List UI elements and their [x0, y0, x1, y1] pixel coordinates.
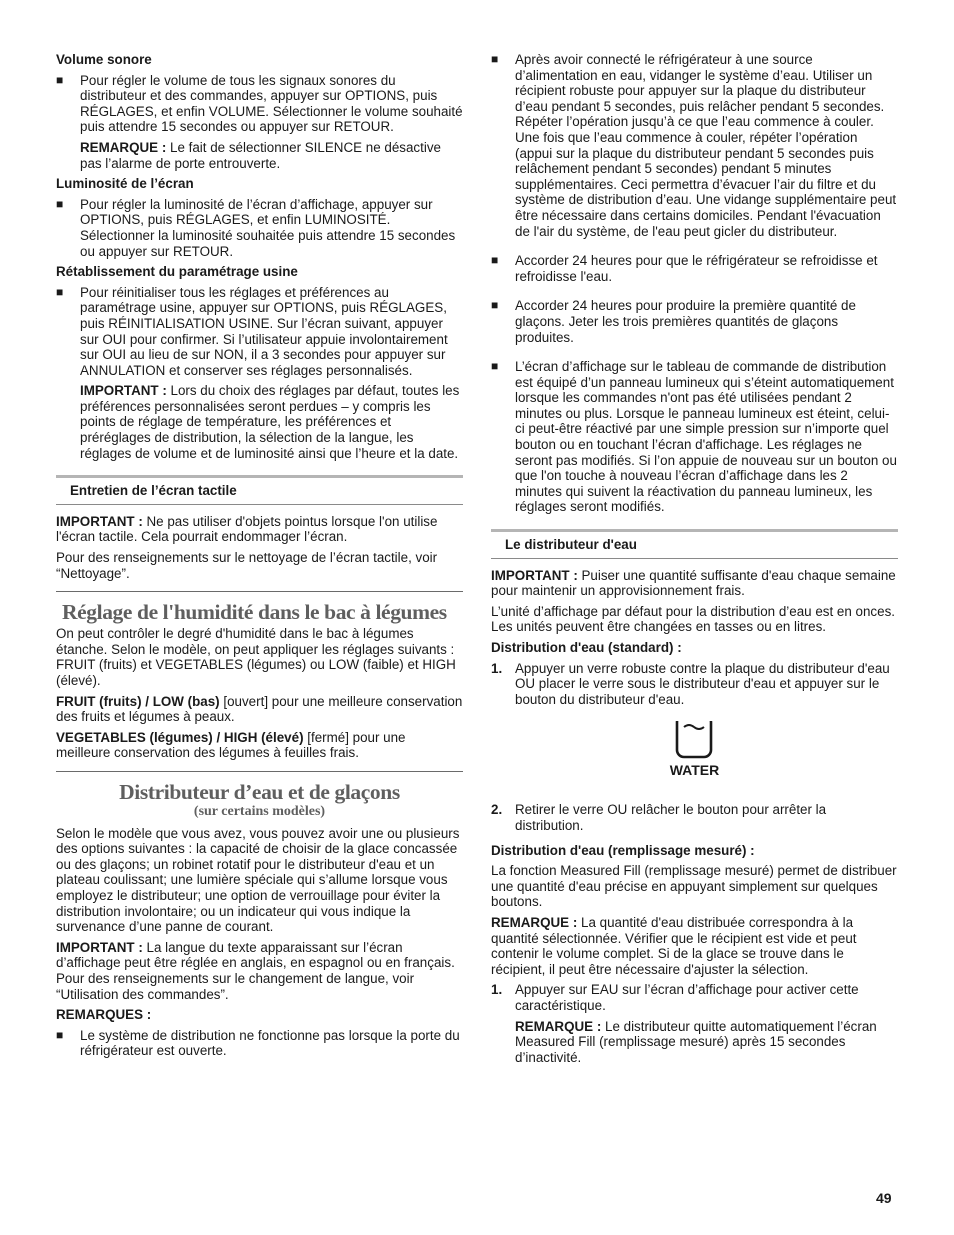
water-important: IMPORTANT : Puiser une quantité suffisante d'eau chaque semaine pour maintenir un approvisionnement frais.	[491, 567, 896, 599]
display-bullet: ■ L’écran d’affichage sur le tableau de commande de distribution est équipé d’un panneau lumineux qui s’éteint automatiquement lorsque les commandes n'ont pas été utilisées pendant 2 minutes ou plus. Lorsque le panneau lumineux est éteint, celui-ci peut-être réactivé par une simple pression sur n’importe quel bouton ou en touchant l’écran d'affichage. Les réglages ne seront pas modifiés. Si l’on appuie de nouveau sur un bouton ou que l'on touche à nouveau l’écran d’affichage dans les 2 minutes qui suivent la réactivation du panneau lumineux, les réglages seront modifiés.	[491, 359, 897, 515]
measured-step-note: REMARQUE : Le distributeur quitte automatiquement l’écran Measured Fill (remplissage mesuré) après 15 secondes d’inactivité.	[515, 1018, 877, 1065]
volume-bullet: ■ Pour régler le volume de tous les signaux sonores du distributeur et des commandes, appuyer sur OPTIONS, puis RÉGLAGES, et enfin VOLUME. Sélectionner le volume souhaité puis attendre 15 secondes ou appuyer sur RETOUR.	[56, 72, 463, 135]
touch-cleaning-para: Pour des renseignements sur le nettoyage de l’écran tactile, voir “Nettoyage”.	[56, 550, 438, 581]
touch-screen-heading: Entretien de l’écran tactile	[56, 475, 463, 505]
left-column	[56, 52, 463, 1064]
bullet-square-icon: ■	[56, 1027, 64, 1042]
dispenser-subheading: (sur certains modèles)	[193, 803, 326, 819]
bullet-square-icon: ■	[491, 359, 499, 374]
dispenser-notes-label: REMARQUES :	[56, 1007, 152, 1023]
section-divider	[56, 591, 463, 592]
standard-title: Distribution d'eau (standard) :	[491, 640, 682, 655]
dispenser-important: IMPORTANT : La langue du texte apparaissant sur l’écran d’affichage peut être réglée en anglais, en espagnol ou en français. Pour des renseignements sur le changement de langue, voir “Utilisation des commandes”.	[56, 939, 455, 1002]
volume-note: REMARQUE : Le fait de sélectionner SILENCE ne désactive pas l’alarme de porte entrouverte.	[80, 139, 441, 171]
flush-bullet: ■ Après avoir connecté le réfrigérateur à une source d’alimentation en eau, vidanger le système d’eau. Utiliser un récipient robuste pour appuyer sur la plaque du distributeur d’eau pendant 5 secondes, puis relâcher pendant 5 secondes. Répéter l’opération jusqu’à ce que l’eau commence à couler. Une fois que l’eau commence à couler, répéter l’opération (appui sur la plaque du distributeur pendant 5 secondes puis relâchement pendant 5 secondes) pendant 5 minutes supplémentaires. Ceci permettra d’évacuer l’air du filtre et du système de distribution d’eau. Une vidange supplémentaire peut être nécessaire dans certains domiciles. Pendant l'évacuation de l'air du système, de l'eau peut gicler du distributeur.	[491, 52, 897, 239]
cooling-bullet: ■ Accorder 24 heures pour que le réfrigérateur se refroidisse et refroidisse l'eau.	[491, 253, 878, 284]
humidity-para: On peut contrôler le degré d'humidité dans le bac à légumes étanche. Selon le modèle, on peut appliquer les réglages suivants : FRUIT (fruits) et VEGETABLES (légumes) ou LOW (faible) et HIGH (élevé).	[56, 626, 456, 688]
dispenser-note-bullet: ■ Le système de distribution ne fonctionne pas lorsque la porte du réfrigérateur est ouverte.	[56, 1027, 460, 1059]
water-units-para: L’unité d’affichage par défaut pour la distribution d’eau est en onces. Les unités peuvent être changées en tasses ou en litres.	[491, 603, 895, 635]
bullet-square-icon: ■	[56, 72, 64, 87]
bullet-square-icon: ■	[56, 284, 64, 299]
humidity-fruit-para: FRUIT (fruits) / LOW (bas) [ouvert] pour une meilleure conservation des fruits et légumes à peaux.	[56, 693, 463, 725]
bullet-square-icon: ■	[56, 196, 64, 211]
humidity-heading: Réglage de l'humidité dans le bac à légumes	[62, 600, 447, 625]
water-glass-icon	[491, 712, 898, 796]
dispenser-para: Selon le modèle que vous avez, vous pouvez avoir une ou plusieurs des options suivantes : la capacité de choisir de la glace concassée ou des glaçons; un robinet rotatif pour le distributeur d'eau et un plateau coulissant; une lumière spéciale qui s’allume lorsque vous employez le distributeur; une option de verrouillage pour éviter la distribution involontaire; ou un indicateur qui vous indique la survenance d’une panne de courant.	[56, 825, 460, 935]
standard-step-1: 1. Appuyer un verre robuste contre la plaque du distributeur d'eau OU placer le verre sous le distributeur d'eau et appuyer sur le bouton du distributeur d'eau.	[491, 660, 890, 707]
touch-important: IMPORTANT : Ne pas utiliser d'objets pointus lorsque l'on utilise l'écran tactile. Cela pourrait endommager l’écran.	[56, 513, 438, 545]
measured-note: REMARQUE : La quantité d'eau distribuée correspondra à la quantité sélectionnée. Vérifier que le récipient est vide et peut contenir le volume complet. Si de la glace se trouve dans le récipient, il peut être nécessaire d'ajuster la sélection.	[491, 914, 857, 977]
standard-step-2: 2. Retirer le verre OU relâcher le bouton pour arrêter la distribution.	[491, 802, 827, 833]
reset-bullet: ■ Pour réinitialiser tous les réglages et préférences au paramétrage usine, appuyer sur OPTIONS, puis RÉGLAGES, puis RÉINITIALISATION USINE. Sur l’écran suivant, appuyer sur OUI pour confirmer. Si l’utilisateur appuie involontairement sur OUI au lieu de sur NON, il a 3 secondes pour appuyer sur ANNULATION et conserver ses réglages personnalisés.	[56, 284, 448, 378]
measured-step-1: 1. Appuyer sur EAU sur l’écran d’affichage pour activer cette caractéristique.	[491, 982, 859, 1013]
brightness-title: Luminosité de l’écran	[56, 176, 194, 192]
bullet-square-icon: ■	[491, 253, 499, 268]
measured-title: Distribution d'eau (remplissage mesuré) :	[491, 842, 755, 858]
bullet-square-icon: ■	[491, 298, 499, 313]
bullet-square-icon: ■	[491, 52, 499, 66]
page-number: 49	[876, 1190, 892, 1206]
humidity-veg-para: VEGETABLES (légumes) / HIGH (élevé) [fermé] pour une meilleure conservation des légumes à feuilles frais.	[56, 729, 406, 761]
ice-bullet: ■ Accorder 24 heures pour produire la première quantité de glaçons. Jeter les trois premières quantités de glaçons produites.	[491, 298, 856, 345]
section-divider	[56, 771, 463, 772]
reset-title: Rétablissement du paramétrage usine	[56, 264, 298, 280]
water-icon-label: WATER	[669, 762, 720, 779]
dispenser-heading: Distributeur d’eau et de glaçons	[119, 779, 400, 804]
brightness-bullet: ■ Pour régler la luminosité de l’écran d’affichage, appuyer sur OPTIONS, puis RÉGLAGES, et enfin LUMINOSITÉ. Sélectionner la luminosité souhaitée puis attendre 15 secondes ou appuyer sur RETOUR.	[56, 196, 456, 259]
right-column	[491, 52, 898, 1070]
water-icon-block	[491, 712, 898, 796]
measured-para: La fonction Measured Fill (remplissage mesuré) permet de distribuer une quantité d'eau précise en appuyant simplement sur quelques boutons.	[491, 863, 897, 910]
water-dispenser-heading: Le distributeur d'eau	[491, 529, 898, 559]
volume-title: Volume sonore	[56, 52, 152, 67]
reset-important: IMPORTANT : Lors du choix des réglages par défaut, toutes les préférences personnalisées seront perdues – y compris les points de réglage de température, les préférences et préréglages de distribution, la sélection de la langue, les réglages de volume et de luminosité ainsi que l’heure et la date.	[80, 383, 460, 461]
